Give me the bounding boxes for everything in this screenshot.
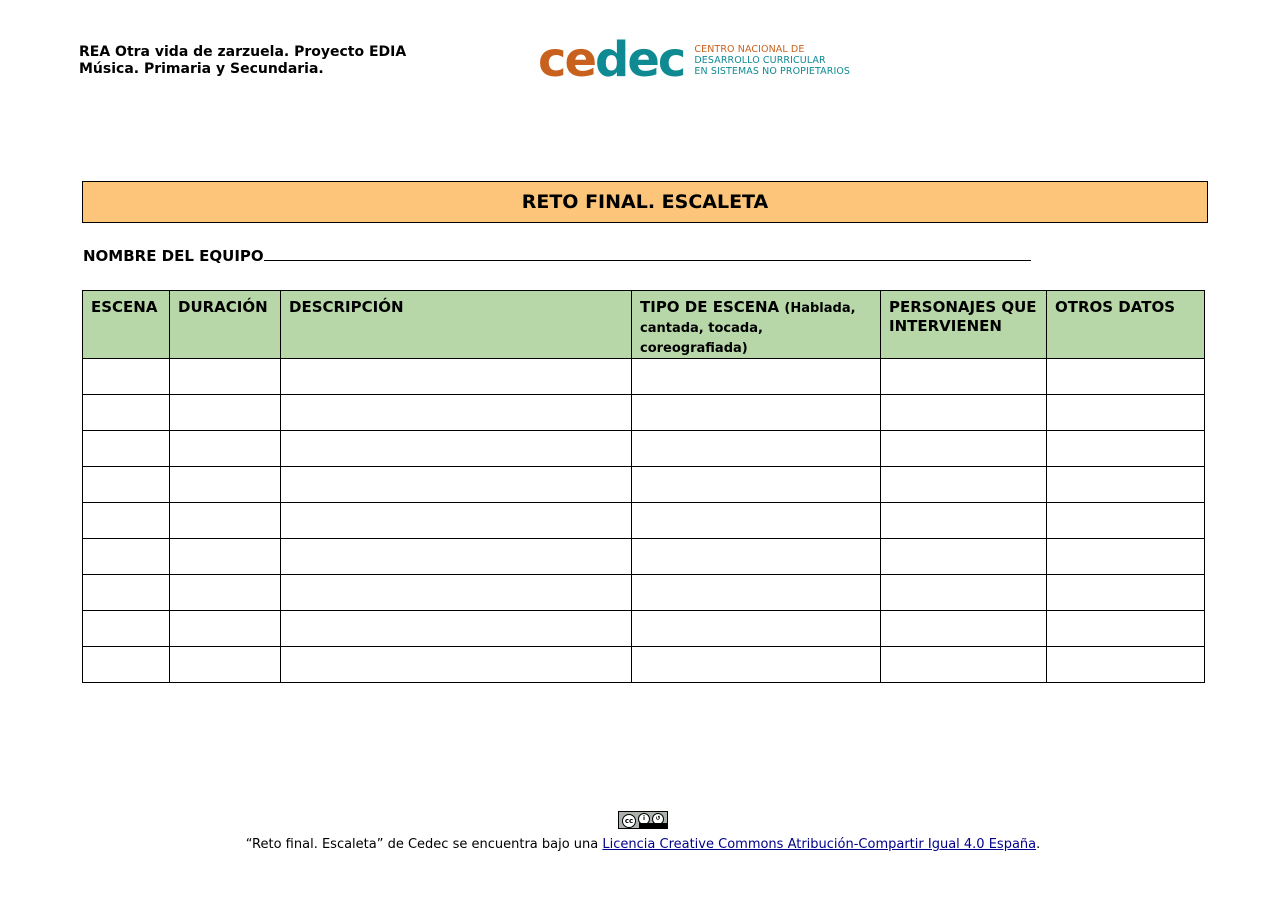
table-cell[interactable]	[1047, 539, 1205, 575]
table-cell[interactable]	[83, 395, 170, 431]
table-cell[interactable]	[1047, 359, 1205, 395]
table-cell[interactable]	[281, 431, 632, 467]
column-header-note: (Hablada, cantada, tocada, coreografiada)	[640, 301, 856, 356]
table-cell[interactable]	[281, 647, 632, 683]
table-cell[interactable]	[632, 539, 881, 575]
column-header-label: DESCRIPCIÓN	[289, 298, 404, 316]
table-cell[interactable]	[170, 395, 281, 431]
table-row	[83, 467, 1205, 503]
table-header-row	[83, 291, 1205, 359]
table-cell[interactable]	[281, 539, 632, 575]
table-cell[interactable]	[170, 359, 281, 395]
header-line-2: Música. Primaria y Secundaria.	[79, 61, 324, 77]
logo-wordmark: cedec	[538, 32, 685, 88]
table-cell[interactable]	[1047, 503, 1205, 539]
team-name-blank[interactable]	[264, 245, 1031, 261]
table-cell[interactable]	[83, 575, 170, 611]
table-cell[interactable]	[632, 431, 881, 467]
table-cell[interactable]	[83, 359, 170, 395]
table-cell[interactable]	[881, 359, 1047, 395]
table-cell[interactable]	[170, 539, 281, 575]
table-cell[interactable]	[281, 359, 632, 395]
table-cell[interactable]	[881, 431, 1047, 467]
table-cell[interactable]	[281, 503, 632, 539]
table-cell[interactable]	[1047, 467, 1205, 503]
license-suffix: .	[1036, 837, 1041, 852]
table-cell[interactable]	[881, 395, 1047, 431]
column-header-label: TIPO DE ESCENA	[640, 298, 780, 316]
table-cell[interactable]	[170, 503, 281, 539]
table-cell[interactable]	[1047, 431, 1205, 467]
table-cell[interactable]	[881, 647, 1047, 683]
cc-by-sa-icon[interactable]: cc i ↺	[618, 811, 668, 829]
column-header-label: ESCENA	[91, 298, 158, 316]
table-cell[interactable]	[83, 611, 170, 647]
table-cell[interactable]	[281, 395, 632, 431]
table-cell[interactable]	[170, 431, 281, 467]
document-header	[79, 44, 406, 78]
table-cell[interactable]	[632, 467, 881, 503]
cedec-logo	[538, 34, 850, 86]
table-cell[interactable]	[881, 467, 1047, 503]
table-cell[interactable]	[632, 395, 881, 431]
column-header-label: PERSONAJES QUE INTERVIENEN	[889, 298, 1037, 335]
table-cell[interactable]	[1047, 647, 1205, 683]
table-cell[interactable]	[1047, 395, 1205, 431]
license-link[interactable]: Licencia Creative Commons Atribución-Compartir Igual 4.0 España	[602, 837, 1037, 852]
table-body	[83, 359, 1205, 683]
table-cell[interactable]	[881, 503, 1047, 539]
table-row	[83, 611, 1205, 647]
table-cell[interactable]	[632, 503, 881, 539]
table-cell[interactable]	[281, 611, 632, 647]
column-header	[170, 291, 281, 359]
table-cell[interactable]	[881, 611, 1047, 647]
table-row	[83, 539, 1205, 575]
license-footer	[0, 811, 1286, 852]
table-cell[interactable]	[83, 503, 170, 539]
column-header	[281, 291, 632, 359]
column-header	[83, 291, 170, 359]
table-cell[interactable]	[281, 575, 632, 611]
table-cell[interactable]	[170, 611, 281, 647]
table-cell[interactable]	[632, 575, 881, 611]
table-cell[interactable]	[281, 467, 632, 503]
logo-subtitle: CENTRO NACIONAL DE DESARROLLO CURRICULAR EN SISTEMAS NO PROPIETARIOS	[694, 43, 851, 77]
column-header	[632, 291, 881, 359]
column-header-label: DURACIÓN	[178, 298, 268, 316]
table-row	[83, 395, 1205, 431]
table-cell[interactable]	[632, 359, 881, 395]
table-row	[83, 359, 1205, 395]
team-name-line	[83, 245, 1031, 265]
header-line-1: REA Otra vida de zarzuela. Proyecto EDIA	[79, 44, 407, 60]
license-prefix: “Reto final. Escaleta” de Cedec se encuentra bajo una	[245, 837, 603, 852]
table-row	[83, 575, 1205, 611]
table-cell[interactable]	[1047, 575, 1205, 611]
page-title: RETO FINAL. ESCALETA	[82, 181, 1208, 223]
team-name-label: NOMBRE DEL EQUIPO	[83, 247, 264, 265]
scene-table	[82, 290, 1205, 683]
table-cell[interactable]	[170, 647, 281, 683]
table-row	[83, 503, 1205, 539]
table-cell[interactable]	[632, 647, 881, 683]
table-cell[interactable]	[1047, 611, 1205, 647]
table-cell[interactable]	[83, 539, 170, 575]
table-row	[83, 431, 1205, 467]
column-header	[881, 291, 1047, 359]
table-cell[interactable]	[83, 431, 170, 467]
table-cell[interactable]	[83, 467, 170, 503]
table-cell[interactable]	[170, 467, 281, 503]
table-row	[83, 647, 1205, 683]
table-cell[interactable]	[632, 611, 881, 647]
table-cell[interactable]	[83, 647, 170, 683]
license-text	[0, 837, 1286, 852]
table-cell[interactable]	[170, 575, 281, 611]
table-cell[interactable]	[881, 539, 1047, 575]
table-cell[interactable]	[881, 575, 1047, 611]
column-header	[1047, 291, 1205, 359]
column-header-label: OTROS DATOS	[1055, 298, 1175, 316]
